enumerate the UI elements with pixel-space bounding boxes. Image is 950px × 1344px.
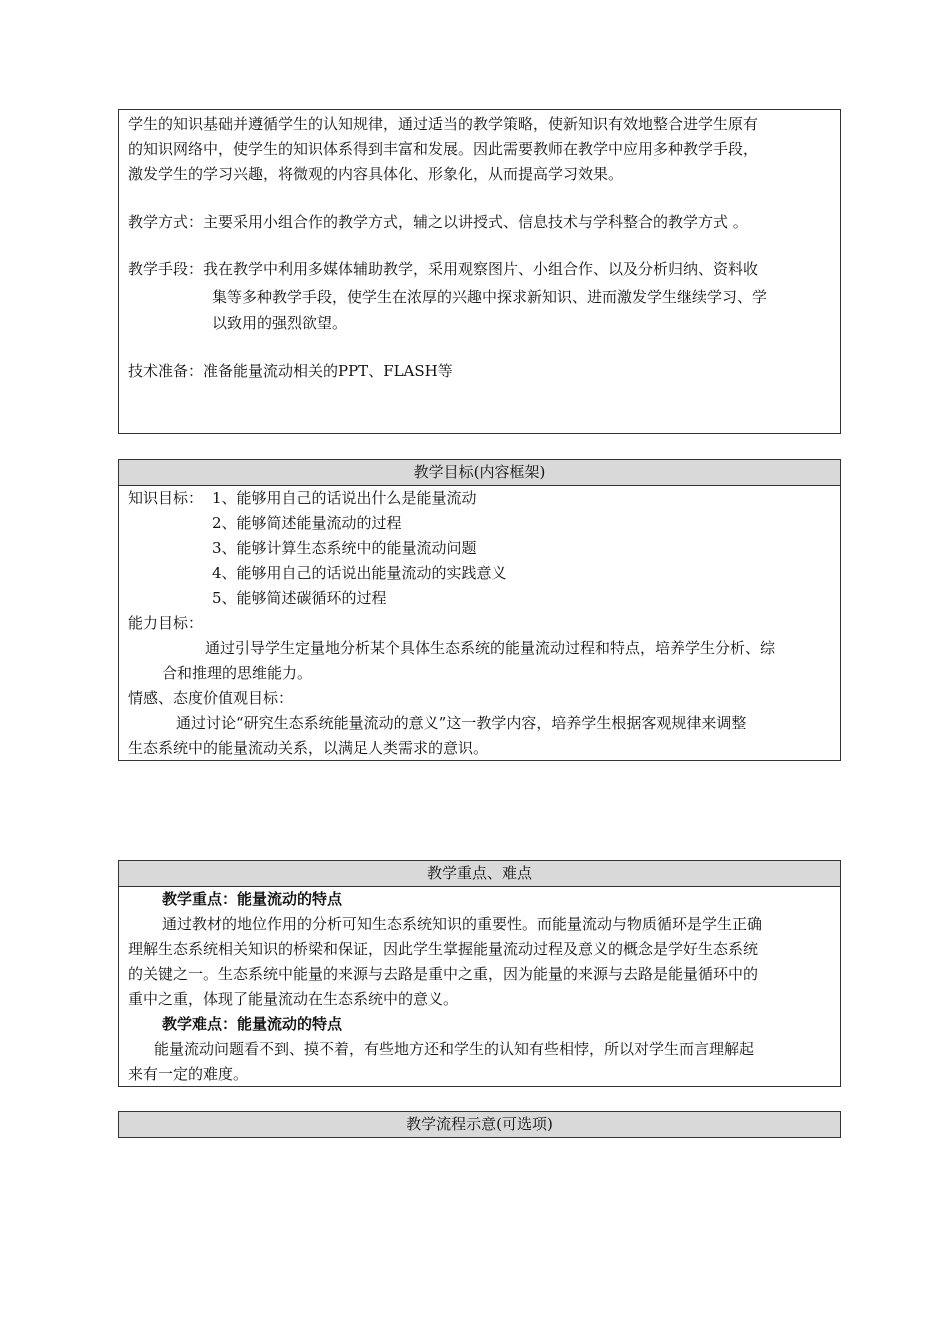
knowledge-item-4: 4、能够用自己的话说出能量流动的实践意义 [212,564,507,582]
key-point-line-2: 理解生态系统相关知识的桥梁和保证，因此学生掌握能量流动过程及意义的概念是学好生态系统 [128,940,759,958]
knowledge-item-2: 2、能够简述能量流动的过程 [212,514,402,532]
knowledge-label: 知识目标： [128,489,204,507]
difficult-point-title: 教学难点：能量流动的特点 [162,1015,343,1033]
teaching-objectives-box [118,459,841,761]
teaching-means-line-3: 以致用的强烈欲望。 [212,314,348,332]
teaching-method: 教学方式：主要采用小组合作的教学方式，辅之以讲授式、信息技术与学科整合的教学方式 。 [128,213,748,231]
intro-line-3: 激发学生的学习兴趣，将微观的内容具体化、形象化，从而提高学习效果。 [128,165,624,183]
knowledge-item-3: 3、能够计算生态系统中的能量流动问题 [212,539,477,557]
teaching-means-line-2: 集等多种教学手段，使学生在浓厚的兴趣中探求新知识、进而激发学生继续学习、学 [212,288,768,306]
difficult-point-line-2: 来有一定的难度。 [128,1065,249,1083]
key-point-line-4: 重中之重，体现了能量流动在生态系统中的意义。 [128,990,459,1008]
key-point-line-3: 的关键之一。生态系统中能量的来源与去路是重中之重，因为能量的来源与去路是能量循环中的 [128,965,759,983]
key-point-line-1: 通过教材的地位作用的分析可知生态系统知识的重要性。而能量流动与物质循环是学生正确 [162,915,763,933]
emotion-label: 情感、态度价值观目标： [128,689,294,707]
emotion-line-1: 通过讨论“研究生态系统能量流动的意义”这一教学内容，培养学生根据客观规律来调整 [176,714,747,732]
ability-line-2: 合和推理的思维能力。 [162,664,313,682]
ability-line-1: 通过引导学生定量地分析某个具体生态系统的能量流动过程和特点，培养学生分析、综 [205,639,776,657]
intro-line-2: 的知识网络中，使学生的知识体系得到丰富和发展。因此需要教师在教学中应用多种教学手段， [128,140,759,158]
key-points-header: 教学重点、难点 [119,861,840,887]
difficult-point-line-1: 能量流动问题看不到、摸不着，有些地方还和学生的认知有些相悖，所以对学生而言理解起 [154,1040,755,1058]
teaching-strategy-box [118,109,841,434]
objectives-header: 教学目标(内容框架) [119,460,840,486]
tech-preparation: 技术准备：准备能量流动相关的PPT、FLASH等 [128,362,453,380]
ability-label: 能力目标： [128,614,204,632]
knowledge-item-1: 1、能够用自己的话说出什么是能量流动 [212,489,477,507]
teaching-means-line-1: 教学手段：我在教学中利用多媒体辅助教学，采用观察图片、小组合作、以及分析归纳、资料收 [128,260,759,278]
teaching-flow-box [118,1111,841,1138]
key-point-title: 教学重点：能量流动的特点 [162,890,343,908]
key-difficult-points-box [118,860,841,1087]
knowledge-item-5: 5、能够简述碳循环的过程 [212,589,387,607]
flow-header: 教学流程示意(可选项) [119,1112,840,1137]
intro-line-1: 学生的知识基础并遵循学生的认知规律，通过适当的教学策略，使新知识有效地整合进学生原有 [128,115,759,133]
emotion-line-2: 生态系统中的能量流动关系，以满足人类需求的意识。 [128,739,489,757]
